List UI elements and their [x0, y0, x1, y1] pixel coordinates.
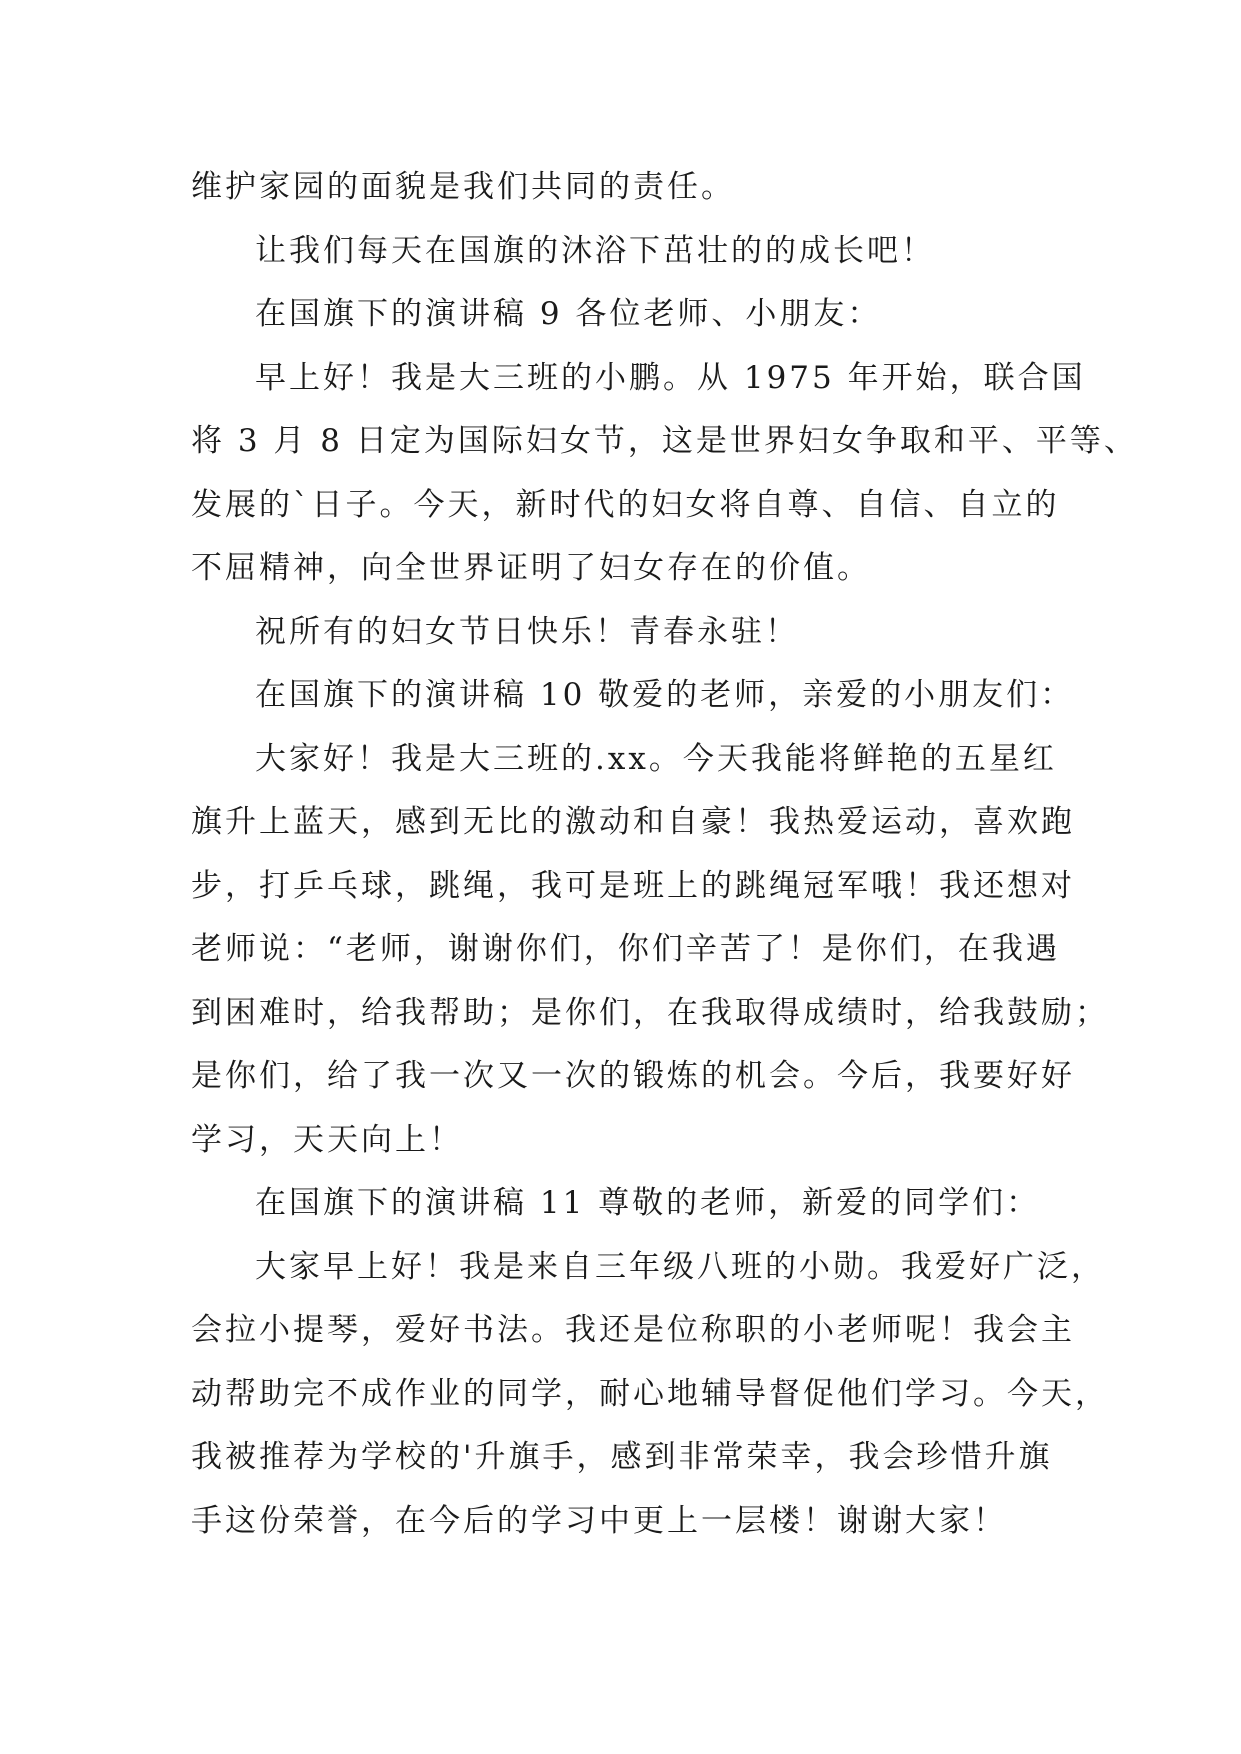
text-line-20: 动帮助完不成作业的同学，耐心地辅导督促他们学习。今天，	[191, 1375, 1109, 1412]
text-line-15: 是你们，给了我一次又一次的锻炼的机会。今后，我要好好	[191, 1058, 1075, 1094]
text-line-18: 大家早上好！我是来自三年级八班的小勋。我爱好广泛，	[255, 1248, 1105, 1285]
speech-11-heading: 在国旗下的演讲稿 11 尊敬的老师，新爱的同学们：	[255, 1185, 1041, 1221]
text-line-2: 让我们每天在国旗的沐浴下茁壮的的成长吧！	[255, 232, 935, 269]
text-line-22: 手这份荣誉，在今后的学习中更上一层楼！谢谢大家！	[191, 1502, 1007, 1539]
text-line-5: 将 3 月 8 日定为国际妇女节，这是世界妇女争取和平、平等、	[191, 423, 1138, 459]
text-line-1: 维护家园的面貌是我们共同的责任。	[191, 169, 735, 205]
text-line-16: 学习，天天向上！	[191, 1121, 463, 1158]
text-line-12: 步，打乒乓球，跳绳，我可是班上的跳绳冠军哦！我还想对	[191, 867, 1075, 904]
speech-9-heading: 在国旗下的演讲稿 9 各位老师、小朋友：	[255, 296, 882, 332]
text-line-10: 大家好！我是大三班的.xx。今天我能将鲜艳的五星红	[255, 740, 1057, 777]
text-line-13: 老师说：“老师，谢谢你们，你们辛苦了！是你们，在我遇	[191, 931, 1060, 967]
text-line-8: 祝所有的妇女节日快乐！青春永驻！	[255, 613, 799, 650]
text-line-11: 旗升上蓝天，感到无比的激动和自豪！我热爱运动，喜欢跑	[191, 804, 1075, 840]
document-body	[191, 156, 1138, 1553]
text-line-4: 早上好！我是大三班的小鹏。从 1975 年开始，联合国	[255, 359, 1086, 396]
text-line-14: 到困难时，给我帮助；是你们，在我取得成绩时，给我鼓励；	[191, 994, 1109, 1031]
text-line-19: 会拉小提琴，爱好书法。我还是位称职的小老师呢！我会主	[191, 1312, 1075, 1348]
text-line-21: 我被推荐为学校的'升旗手，感到非常荣幸，我会珍惜升旗	[191, 1439, 1053, 1475]
text-line-7: 不屈精神，向全世界证明了妇女存在的价值。	[191, 550, 871, 586]
speech-10-heading: 在国旗下的演讲稿 10 敬爱的老师，亲爱的小朋友们：	[255, 677, 1075, 713]
text-line-6: 发展的`日子。今天，新时代的妇女将自尊、自信、自立的	[191, 486, 1060, 523]
